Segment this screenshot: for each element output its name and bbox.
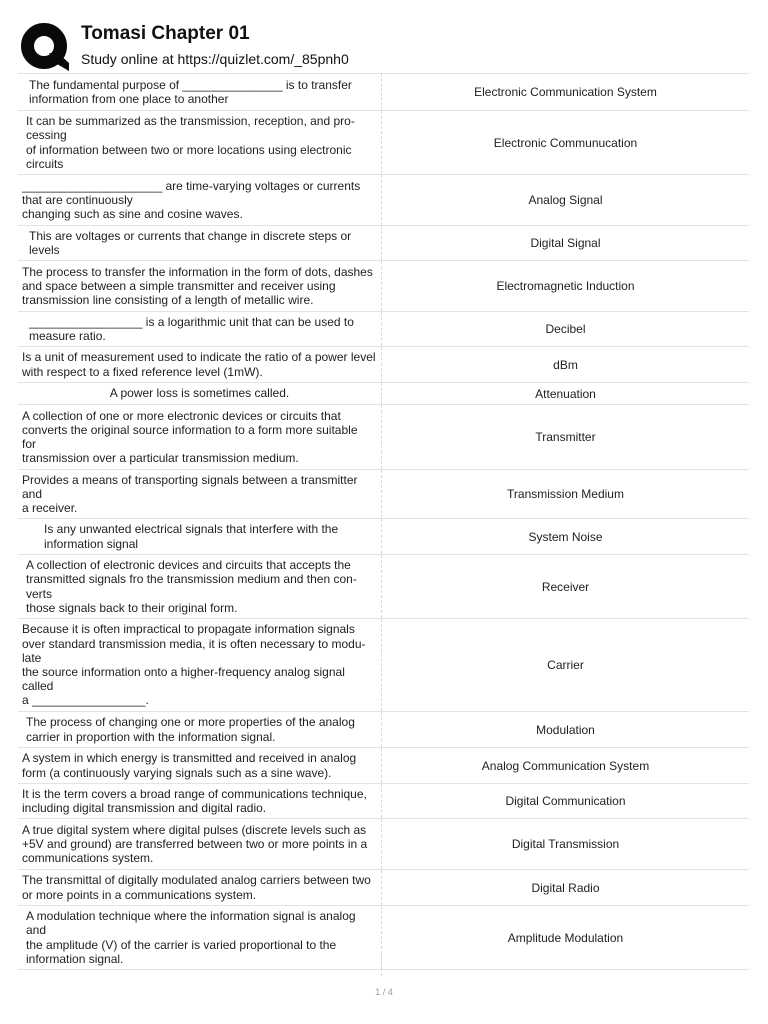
- flashcard-definition: Electronic Communucation: [493, 135, 638, 150]
- flashcard-row: [18, 818, 749, 869]
- flashcard-definition: Analog Signal: [528, 193, 603, 207]
- flashcard-term: Provides a means of transporting signals between a transmitter and a receiver.: [22, 472, 358, 516]
- flashcard-term: The fundamental purpose of _______________ is to transfer information from one place to another: [29, 77, 352, 106]
- flashcard-row: [18, 469, 749, 518]
- flashcard-definition: Receiver: [541, 579, 590, 594]
- flashcard-row: [18, 346, 749, 382]
- flashcard-term: A true digital system where digital pulses (discrete levels such as +5V and ground) are transferred between two or more points in a communications system.: [22, 822, 368, 866]
- flashcard-definition: Transmitter: [535, 430, 596, 444]
- flashcard-definition: Digital Communication: [505, 794, 626, 808]
- flashcard-row: [18, 518, 749, 554]
- flashcard-definition: Digital Radio: [531, 880, 600, 895]
- flashcard-row: [18, 73, 749, 110]
- flashcard-definition: Electronic Communication System: [474, 85, 657, 99]
- flashcard-term: The transmittal of digitally modulated analog carriers between two or more points in a communications system.: [22, 873, 371, 902]
- flashcard-term: A collection of one or more electronic devices or circuits that converts the original source information to a form more suitable for transmission over a particular transmission medium.: [22, 408, 358, 466]
- quizlet-logo-icon: [20, 22, 70, 72]
- flashcard-row: [18, 618, 749, 711]
- flashcard-term: The process to transfer the information in the form of dots, dashes and space between a simple transmitter and receiver using transmission line consisting of a length of metallic wire.: [22, 264, 373, 308]
- flashcard-term: A power loss is sometimes called.: [109, 386, 290, 401]
- flashcard-term: A collection of electronic devices and circuits that accepts the transmitted signals fro the transmission medium and then con- verts those signals back to their original form.: [26, 558, 357, 615]
- page-number: 1 / 4: [375, 987, 393, 997]
- flashcard-term: It can be summarized as the transmission, reception, and pro- cessing of information between two or more locations using electronic circuits: [26, 114, 355, 171]
- flashcard-row: [18, 905, 749, 970]
- flashcard-row: [18, 260, 749, 311]
- flashcard-row: [18, 225, 749, 260]
- flashcard-row: [18, 783, 749, 818]
- flashcard-definition: System Noise: [528, 529, 603, 544]
- flashcard-definition: Decibel: [545, 322, 586, 336]
- flashcard-term: A system in which energy is transmitted and received in analog form (a continuously varying signals such as a sine wave).: [22, 751, 357, 780]
- flashcard-row: [18, 869, 749, 905]
- flashcard-term: A modulation technique where the information signal is analog and the amplitude (V) of the carrier is varied proportional to the information signal.: [26, 909, 356, 966]
- flashcard-definition: Analog Communication System: [481, 758, 650, 773]
- flashcard-row: [18, 404, 749, 469]
- flashcard-term: The process of changing one or more properties of the analog carrier in proportion with the information signal.: [26, 715, 355, 744]
- flashcard-row: [18, 311, 749, 346]
- flashcard-definition: Digital Transmission: [511, 837, 620, 851]
- column-divider-tail: [381, 952, 382, 976]
- flashcard-definition: Electromagnetic Induction: [496, 279, 635, 293]
- flashcard-row: [18, 110, 749, 174]
- flashcard-definition: Amplitude Modulation: [507, 930, 624, 945]
- flashcard-term: Is any unwanted electrical signals that interfere with the information signal: [44, 522, 339, 551]
- flashcard-definition: Attenuation: [535, 386, 596, 401]
- flashcard-definition: Transmission Medium: [507, 487, 624, 501]
- flashcard-definition: Modulation: [536, 722, 595, 737]
- flashcard-term: Is a unit of measurement used to indicate the ratio of a power level with respect to a fixed reference level (1mW).: [22, 350, 376, 379]
- flashcard-term: _________________ is a logarithmic unit that can be used to measure ratio.: [29, 314, 354, 343]
- flashcard-term: This are voltages or currents that change in discrete steps or levels: [29, 228, 352, 257]
- flashcard-term: Because it is often impractical to propagate information signals over standard transmission media, it is often necessary to modu- late the source information onto a higher-frequency analog signal called a _________________.: [22, 622, 366, 708]
- flashcard-definition: Carrier: [547, 658, 584, 672]
- flashcard-definition: Digital Signal: [530, 236, 601, 250]
- flashcard-row: [18, 382, 749, 404]
- flashcard-row: [18, 554, 749, 618]
- flashcard-row: [18, 174, 749, 225]
- flashcard-term: It is the term covers a broad range of communications technique, including digital transmission and digital radio.: [22, 786, 367, 815]
- flashcard-table: [18, 73, 749, 970]
- flashcard-row: [18, 747, 749, 783]
- flashcard-term: _____________________ are time-varying voltages or currents that are continuously changing such as sine and cosine waves.: [22, 178, 361, 222]
- flashcard-definition: dBm: [553, 357, 578, 372]
- document-title: Tomasi Chapter 01: [81, 23, 250, 44]
- document-header: [20, 22, 748, 72]
- study-link-text: Study online at https://quizlet.com/_85pnh0: [81, 51, 349, 67]
- flashcard-row: [18, 711, 749, 747]
